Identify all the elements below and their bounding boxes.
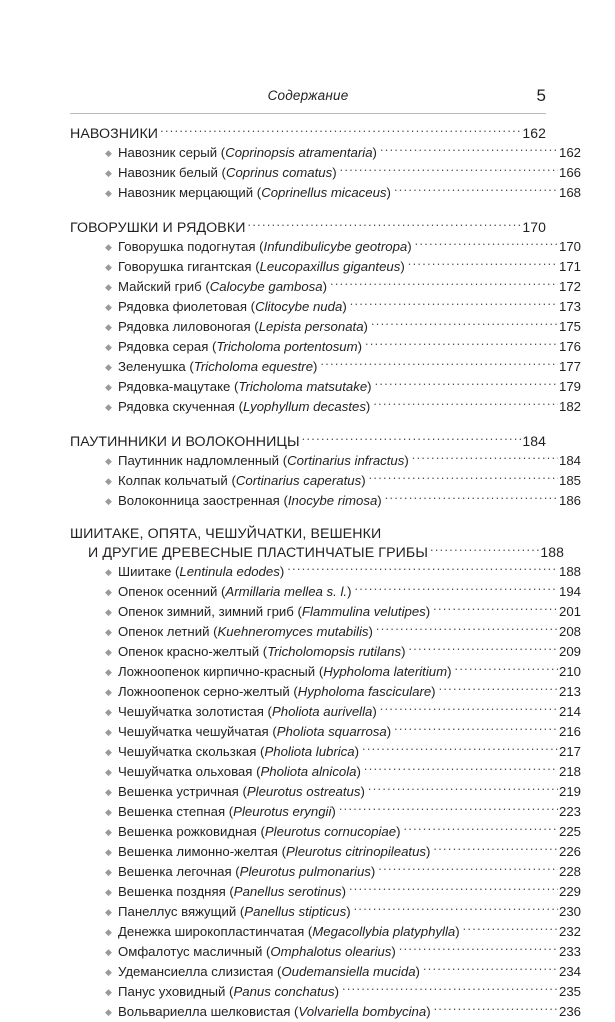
- entry-page-number: 188: [558, 564, 581, 579]
- entry-page-number: 208: [558, 624, 581, 639]
- dot-leader: [302, 432, 522, 446]
- scientific-name: Coprinellus micaceus: [261, 185, 387, 200]
- entry-label: Чешуйчатка скользкая (Pholiota lubrica): [118, 744, 360, 759]
- bullet-icon: ◆: [105, 767, 112, 777]
- entry-label: Панус уховидный (Panus conchatus): [118, 984, 340, 999]
- dot-leader: [423, 962, 558, 976]
- bullet-icon: ◆: [105, 148, 112, 158]
- bullet-icon: ◆: [105, 402, 112, 412]
- scientific-name: Hypholoma fasciculare: [297, 684, 432, 699]
- bullet-icon: ◆: [105, 607, 112, 617]
- entry-page-number: 170: [522, 219, 546, 235]
- toc-entry[interactable]: [70, 802, 581, 822]
- entry-label: Вешенка легочная (Pleurotus pulmonarius): [118, 864, 376, 879]
- entry-label: Навозник мерцающий (Coprinellus micaceus): [118, 185, 391, 200]
- toc-section-heading[interactable]: [70, 432, 546, 451]
- dot-leader: [373, 397, 558, 411]
- scientific-name: Tricholomopsis rutilans: [267, 644, 402, 659]
- toc-entry[interactable]: [70, 782, 581, 802]
- entry-page-number: 236: [558, 1004, 581, 1019]
- entry-label: Панеллус вяжущий (Panellus stipticus): [118, 904, 351, 919]
- entry-page-number: 217: [558, 744, 581, 759]
- entry-page-number: 209: [558, 644, 581, 659]
- dot-leader: [433, 842, 558, 856]
- toc-entry[interactable]: [70, 642, 581, 662]
- entry-page-number: 219: [558, 784, 581, 799]
- dot-leader: [362, 742, 558, 756]
- entry-label: Омфалотус масличный (Omphalotus olearius): [118, 944, 396, 959]
- entry-page-number: 234: [558, 964, 581, 979]
- scientific-name: Pholiota alnicola: [260, 764, 357, 779]
- scientific-name: Clitocybe nuda: [255, 299, 343, 314]
- entry-page-number: 223: [558, 804, 581, 819]
- toc-entry[interactable]: [70, 722, 581, 742]
- bullet-icon: ◆: [105, 302, 112, 312]
- toc-entry[interactable]: [70, 397, 581, 417]
- scientific-name: Coprinopsis atramentaria: [225, 145, 373, 160]
- dot-leader: [342, 982, 558, 996]
- bullet-icon: ◆: [105, 382, 112, 392]
- dot-leader: [248, 218, 522, 232]
- dot-leader: [408, 642, 558, 656]
- toc-entry[interactable]: [70, 602, 581, 622]
- entry-label: Навозник белый (Coprinus comatus): [118, 165, 337, 180]
- dot-leader: [385, 491, 558, 505]
- entry-page-number: 182: [558, 399, 581, 414]
- dot-leader: [378, 862, 558, 876]
- entry-page-number: 171: [558, 259, 581, 274]
- dot-leader: [350, 297, 558, 311]
- entry-label: Вешенка поздняя (Panellus serotinus): [118, 884, 346, 899]
- bullet-icon: ◆: [105, 707, 112, 717]
- dot-leader: [430, 543, 539, 557]
- scientific-name: Cortinarius infractus: [287, 453, 405, 468]
- entry-label: Вешенка устричная (Pleurotus ostreatus): [118, 784, 365, 799]
- scientific-name: Lyophyllum decastes: [243, 399, 366, 414]
- toc-entry[interactable]: [70, 337, 581, 357]
- scientific-name: Panellus stipticus: [244, 904, 347, 919]
- entry-label: Опенок красно-желтый (Tricholomopsis rutilans): [118, 644, 406, 659]
- bullet-icon: ◆: [105, 1007, 112, 1017]
- entry-label: Навозник серый (Coprinopsis atramentaria): [118, 145, 377, 160]
- toc-entry[interactable]: [70, 762, 581, 782]
- entry-page-number: 218: [558, 764, 581, 779]
- entry-label: Рядовка лиловоногая (Lepista personata): [118, 319, 368, 334]
- bullet-icon: ◆: [105, 647, 112, 657]
- bullet-icon: ◆: [105, 907, 112, 917]
- dot-leader: [394, 722, 558, 736]
- dot-leader: [455, 662, 558, 676]
- scientific-name: Cortinarius caperatus: [235, 473, 362, 488]
- dot-leader: [365, 337, 558, 351]
- dot-leader: [433, 602, 558, 616]
- dot-leader: [408, 257, 558, 271]
- dot-leader: [364, 762, 558, 776]
- toc-entry[interactable]: [70, 183, 581, 203]
- entry-label: Рядовка-мацутаке (Tricholoma matsutake): [118, 379, 372, 394]
- toc-entry[interactable]: [70, 163, 581, 183]
- entry-page-number: 184: [522, 433, 546, 449]
- entry-label: ГОВОРУШКИ И РЯДОВКИ: [70, 220, 246, 236]
- entry-page-number: 235: [558, 984, 581, 999]
- running-head: [70, 88, 546, 108]
- scientific-name: Pleurotus citrinopileatus: [285, 844, 426, 859]
- entry-page-number: 201: [558, 604, 581, 619]
- toc-entry[interactable]: [70, 742, 581, 762]
- entry-label: Опенок осенний (Armillaria mellea s. l.): [118, 584, 352, 599]
- toc-entry[interactable]: [70, 702, 581, 722]
- dot-leader: [380, 702, 558, 716]
- toc-entry[interactable]: [70, 1002, 581, 1022]
- toc-entry[interactable]: [70, 451, 581, 471]
- entry-page-number: 226: [558, 844, 581, 859]
- bullet-icon: ◆: [105, 627, 112, 637]
- entry-page-number: 166: [558, 165, 581, 180]
- bullet-icon: ◆: [105, 887, 112, 897]
- toc-entry[interactable]: [70, 882, 581, 902]
- bullet-icon: ◆: [105, 567, 112, 577]
- entry-label: Рядовка серая (Tricholoma portentosum): [118, 339, 363, 354]
- entry-label: НАВОЗНИКИ: [70, 126, 159, 142]
- table-of-contents: [70, 124, 581, 1022]
- toc-entry[interactable]: [70, 562, 581, 582]
- dot-leader: [399, 942, 558, 956]
- entry-label: Ложноопенок серно-желтый (Hypholoma fasciculare): [118, 684, 436, 699]
- entry-page-number: 210: [558, 664, 581, 679]
- header-rule: [70, 113, 546, 114]
- scientific-name: Panus conchatus: [233, 984, 335, 999]
- entry-page-number: 232: [558, 924, 581, 939]
- bullet-icon: ◆: [105, 587, 112, 597]
- bullet-icon: ◆: [105, 168, 112, 178]
- toc-entry[interactable]: [70, 962, 581, 982]
- entry-label: ПАУТИННИКИ И ВОЛОКОННИЦЫ: [70, 434, 300, 450]
- toc-entry[interactable]: [70, 491, 581, 511]
- entry-label: Майский гриб (Calocybe gambosa): [118, 279, 328, 294]
- toc-entry[interactable]: [70, 622, 581, 642]
- toc-entry[interactable]: [70, 582, 581, 602]
- entry-page-number: 229: [558, 884, 581, 899]
- toc-entry[interactable]: [70, 942, 581, 962]
- bullet-icon: ◆: [105, 987, 112, 997]
- entry-page-number: 177: [558, 359, 581, 374]
- toc-entry[interactable]: [70, 357, 581, 377]
- toc-entry[interactable]: [70, 277, 581, 297]
- toc-section-heading[interactable]: [70, 124, 546, 143]
- dot-leader: [160, 124, 521, 138]
- bullet-icon: ◆: [105, 747, 112, 757]
- entry-page-number: 225: [558, 824, 581, 839]
- entry-page-number: 228: [558, 864, 581, 879]
- entry-label: Чешуйчатка чешуйчатая (Pholiota squarrosa): [118, 724, 392, 739]
- entry-label: Говорушка гигантская (Leucopaxillus giganteus): [118, 259, 405, 274]
- bullet-icon: ◆: [105, 262, 112, 272]
- scientific-name: Lepista personata: [258, 319, 364, 334]
- dot-leader: [354, 582, 558, 596]
- entry-page-number: 185: [558, 473, 581, 488]
- dot-leader: [394, 183, 558, 197]
- entry-label: Опенок зимний, зимний гриб (Flammulina velutipes): [118, 604, 431, 619]
- dot-leader: [368, 782, 558, 796]
- entry-page-number: 172: [558, 279, 581, 294]
- scientific-name: Pleurotus eryngii: [233, 804, 332, 819]
- entry-label: Ложноопенок кирпично-красный (Hypholoma lateritium): [118, 664, 452, 679]
- scientific-name: Tricholoma equestre: [193, 359, 314, 374]
- bullet-icon: ◆: [105, 456, 112, 466]
- entry-label: Удемансиелла слизистая (Oudemansiella mucida): [118, 964, 420, 979]
- entry-label: Чешуйчатка золотистая (Pholiota aurivella): [118, 704, 377, 719]
- entry-label: Чешуйчатка ольховая (Pholiota alnicola): [118, 764, 361, 779]
- dot-leader: [349, 882, 558, 896]
- bullet-icon: ◆: [105, 927, 112, 937]
- entry-page-number: 162: [522, 125, 546, 141]
- entry-page-number: 186: [558, 493, 581, 508]
- scientific-name: Coprinus comatus: [225, 165, 333, 180]
- toc-entry[interactable]: [70, 842, 581, 862]
- dot-leader: [339, 802, 558, 816]
- dot-leader: [404, 822, 558, 836]
- bullet-icon: ◆: [105, 242, 112, 252]
- bullet-icon: ◆: [105, 342, 112, 352]
- dot-leader: [434, 1002, 558, 1016]
- toc-entry[interactable]: [70, 237, 581, 257]
- bullet-icon: ◆: [105, 947, 112, 957]
- toc-entry[interactable]: [70, 922, 581, 942]
- entry-label: Говорушка подогнутая (Infundibulicybe geotropa): [118, 239, 412, 254]
- entry-page-number: 216: [558, 724, 581, 739]
- toc-entry[interactable]: [70, 257, 581, 277]
- toc-entry[interactable]: [70, 143, 581, 163]
- entry-page-number: 184: [558, 453, 581, 468]
- dot-leader: [415, 237, 558, 251]
- bullet-icon: ◆: [105, 807, 112, 817]
- bullet-icon: ◆: [105, 362, 112, 372]
- dot-leader: [354, 902, 558, 916]
- toc-entry[interactable]: [70, 982, 581, 1002]
- bullet-icon: ◆: [105, 496, 112, 506]
- toc-entry[interactable]: [70, 662, 581, 682]
- bullet-icon: ◆: [105, 188, 112, 198]
- dot-leader: [369, 471, 558, 485]
- dot-leader: [412, 451, 558, 465]
- toc-entry[interactable]: [70, 377, 581, 397]
- entry-page-number: 214: [558, 704, 581, 719]
- entry-page-number: 162: [558, 145, 581, 160]
- scientific-name: Pleurotus pulmonarius: [239, 864, 371, 879]
- dot-leader: [380, 143, 558, 157]
- entry-label: Денежка широкопластинчатая (Megacollybia platyphylla): [118, 924, 460, 939]
- toc-entry[interactable]: [70, 297, 581, 317]
- scientific-name: Pleurotus ostreatus: [246, 784, 361, 799]
- bullet-icon: ◆: [105, 867, 112, 877]
- scientific-name: Flammulina velutipes: [301, 604, 426, 619]
- bullet-icon: ◆: [105, 282, 112, 292]
- scientific-name: Infundibulicybe geotropa: [263, 239, 408, 254]
- entry-label: Вешенка рожковидная (Pleurotus cornucopiae): [118, 824, 401, 839]
- toc-section: [70, 218, 581, 417]
- dot-leader: [330, 277, 558, 291]
- scientific-name: Oudemansiella mucida: [281, 964, 416, 979]
- toc-section-heading[interactable]: [70, 543, 564, 562]
- toc-section: [70, 124, 581, 203]
- scientific-name: Hypholoma lateritium: [323, 664, 448, 679]
- entry-page-number: 173: [558, 299, 581, 314]
- bullet-icon: ◆: [105, 827, 112, 837]
- scientific-name: Armillaria mellea s. l.: [225, 584, 348, 599]
- dot-leader: [371, 317, 558, 331]
- dot-leader: [375, 377, 558, 391]
- toc-section-heading[interactable]: [70, 526, 546, 543]
- dot-leader: [320, 357, 558, 371]
- scientific-name: Pholiota squarrosa: [276, 724, 387, 739]
- bullet-icon: ◆: [105, 476, 112, 486]
- toc-entry[interactable]: [70, 682, 581, 702]
- toc-entry[interactable]: [70, 471, 581, 491]
- bullet-icon: ◆: [105, 667, 112, 677]
- running-head-title: Содержание: [267, 88, 349, 103]
- dot-leader: [376, 622, 558, 636]
- entry-label: Вешенка лимонно-желтая (Pleurotus citrinopileatus): [118, 844, 431, 859]
- entry-page-number: 213: [558, 684, 581, 699]
- scientific-name: Calocybe gambosa: [209, 279, 323, 294]
- dot-leader: [439, 682, 558, 696]
- bullet-icon: ◆: [105, 687, 112, 697]
- entry-label: Зеленушка (Tricholoma equestre): [118, 359, 318, 374]
- entry-label: Волоконница заостренная (Inocybe rimosa): [118, 493, 382, 508]
- entry-page-number: 168: [558, 185, 581, 200]
- entry-label: Вольвариелла шелковистая (Volvariella bombycina): [118, 1004, 431, 1019]
- scientific-name: Pholiota lubrica: [264, 744, 355, 759]
- scientific-name: Inocybe rimosa: [287, 493, 378, 508]
- page-number: 5: [536, 86, 546, 105]
- entry-page-number: 194: [558, 584, 581, 599]
- toc-entry[interactable]: [70, 822, 581, 842]
- scientific-name: Leucopaxillus giganteus: [259, 259, 401, 274]
- scientific-name: Kuehneromyces mutabilis: [217, 624, 369, 639]
- bullet-icon: ◆: [105, 967, 112, 977]
- scientific-name: Lentinula edodes: [179, 564, 280, 579]
- scientific-name: Tricholoma portentosum: [216, 339, 358, 354]
- entry-label: Шиитаке (Lentinula edodes): [118, 564, 285, 579]
- scientific-name: Pholiota aurivella: [271, 704, 373, 719]
- toc-entry[interactable]: [70, 902, 581, 922]
- entry-label: Паутинник надломленный (Cortinarius infractus): [118, 453, 409, 468]
- dot-leader: [463, 922, 558, 936]
- scientific-name: Omphalotus olearius: [270, 944, 392, 959]
- dot-leader: [340, 163, 558, 177]
- toc-section: [70, 432, 581, 511]
- toc-section-heading[interactable]: [70, 218, 546, 237]
- entry-label: И ДРУГИЕ ДРЕВЕСНЫЕ ПЛАСТИНЧАТЫЕ ГРИБЫ: [88, 545, 429, 561]
- scientific-name: Pleurotus cornucopiae: [264, 824, 397, 839]
- entry-page-number: 170: [558, 239, 581, 254]
- entry-label: Вешенка степная (Pleurotus eryngii): [118, 804, 336, 819]
- entry-label: Опенок летний (Kuehneromyces mutabilis): [118, 624, 373, 639]
- bullet-icon: ◆: [105, 847, 112, 857]
- toc-section: [70, 526, 581, 1022]
- entry-label: ШИИТАКЕ, ОПЯТА, ЧЕШУЙЧАТКИ, ВЕШЕНКИ: [70, 526, 382, 542]
- entry-label: Рядовка фиолетовая (Clitocybe nuda): [118, 299, 347, 314]
- entry-page-number: 176: [558, 339, 581, 354]
- scientific-name: Panellus serotinus: [233, 884, 342, 899]
- toc-entry[interactable]: [70, 862, 581, 882]
- entry-page-number: 188: [540, 544, 564, 560]
- scientific-name: Tricholoma matsutake: [238, 379, 368, 394]
- bullet-icon: ◆: [105, 727, 112, 737]
- entry-label: Колпак кольчатый (Cortinarius caperatus): [118, 473, 366, 488]
- dot-leader: [287, 562, 558, 576]
- entry-page-number: 179: [558, 379, 581, 394]
- toc-entry[interactable]: [70, 317, 581, 337]
- scientific-name: Megacollybia platyphylla: [312, 924, 456, 939]
- entry-page-number: 175: [558, 319, 581, 334]
- bullet-icon: ◆: [105, 322, 112, 332]
- bullet-icon: ◆: [105, 787, 112, 797]
- entry-label: Рядовка скученная (Lyophyllum decastes): [118, 399, 371, 414]
- entry-page-number: 230: [558, 904, 581, 919]
- scientific-name: Volvariella bombycina: [298, 1004, 427, 1019]
- entry-page-number: 233: [558, 944, 581, 959]
